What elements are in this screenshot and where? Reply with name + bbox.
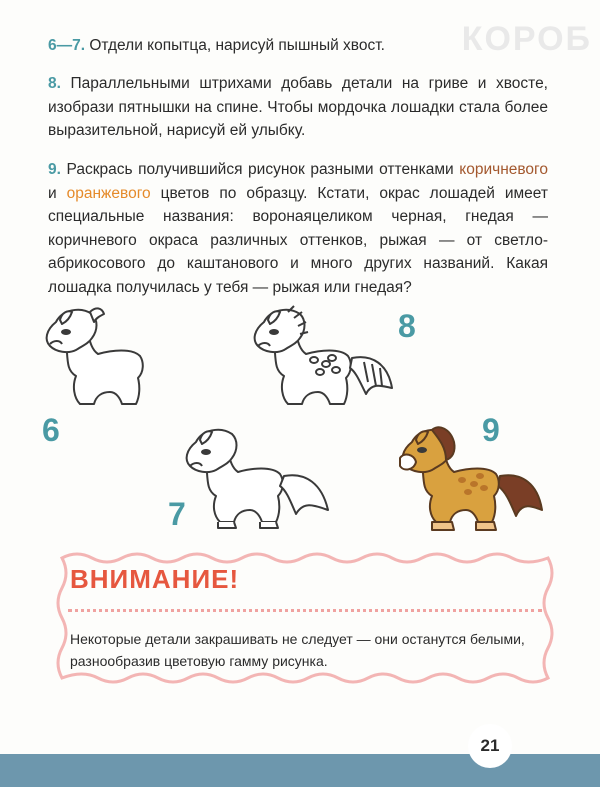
step-6-7-text: Отдели копытца, нарисуй пышный хвост. <box>85 37 385 54</box>
step-9-paragraph <box>48 158 548 299</box>
step-8-number: 8. <box>48 75 61 92</box>
word-brown: коричневого <box>459 161 548 178</box>
horse-step-6-illustration <box>36 300 166 418</box>
step-label-8: 8 <box>398 308 416 344</box>
page-number: 21 <box>468 724 512 768</box>
notice-text: Некоторые детали закрашивать не следует — они останутся белыми, разнообразив цветовую гамму рисунка. <box>70 631 525 669</box>
footer-bar <box>0 754 600 787</box>
step-label-9: 9 <box>482 412 500 448</box>
dotted-divider <box>68 609 542 614</box>
step-6-7-paragraph <box>48 34 548 58</box>
notice-box <box>52 548 558 688</box>
step-8-text: Параллельными штрихами добавь детали на гриве и хвосте, изобрази пятнышки на спине. Чтобы мордочка лошадки стала более выразительной, нарисуй ей улыбку. <box>48 75 548 139</box>
step-9-number: 9. <box>48 161 61 178</box>
step-9-text-c: цветов по образцу. Кстати, окрас лошадей имеет специальные названия: воронаяцеликом черная, гнедая — коричневого окраса различных оттенков, рыжая — от светло-абрикосового до каштанового и много других названий. Какая лошадка получилась у тебя — рыжая или гнедая? <box>48 184 548 296</box>
horse-step-9-colored-illustration <box>380 418 550 536</box>
step-label-6: 6 <box>42 412 60 448</box>
horse-step-8-illustration <box>232 298 402 418</box>
step-9-text-b: и <box>48 184 67 202</box>
step-label-7: 7 <box>168 496 186 532</box>
step-8-paragraph <box>48 72 548 143</box>
background-side-title: КОРОБ <box>461 20 592 58</box>
word-orange: оранжевого <box>66 184 151 202</box>
notice-title: ВНИМАНИЕ! <box>70 564 240 594</box>
step-9-text-a: Раскрась получившийся рисунок разными оттенками <box>60 161 460 178</box>
step-6-7-number: 6—7. <box>48 37 86 54</box>
horse-step-7-illustration <box>162 418 342 536</box>
